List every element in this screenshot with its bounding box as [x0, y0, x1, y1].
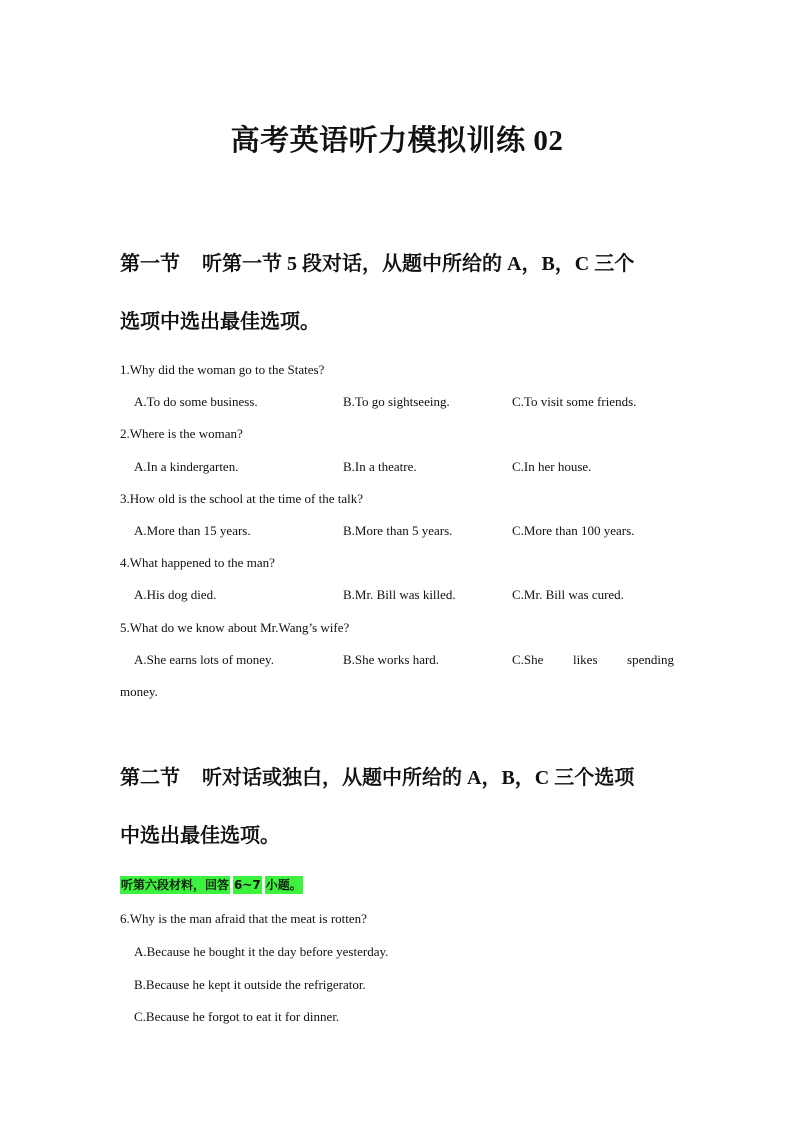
highlight-part-3: 小题。 — [265, 878, 302, 892]
section-2-label: 第二节 — [120, 767, 180, 789]
question-5-stem: 5.What do we know about Mr.Wang’s wife? — [120, 620, 350, 635]
question-1-option-a: A.To do some business. — [134, 394, 258, 409]
question-5-option-c-continued: money. — [120, 684, 158, 699]
question-5-option-b: B.She works hard. — [343, 652, 440, 667]
section-1-heading — [120, 235, 676, 351]
section-2-instruction: 听对话或独白，从题中所给的 A，B，C 三个选项 — [202, 767, 635, 789]
question-3-option-c: C.More than 100 years. — [512, 523, 635, 538]
question-3-stem: 3.How old is the school at the time of the talk? — [120, 491, 363, 506]
section-1-instruction: 听第一节 5 段对话，从题中所给的 A，B，C 三个 — [202, 253, 635, 275]
question-5-option-c-word: spending — [627, 652, 674, 667]
question-5-option-a: A.She earns lots of money. — [134, 652, 274, 667]
question-4-option-c: C.Mr. Bill was cured. — [512, 587, 624, 602]
question-1-option-b: B.To go sightseeing. — [343, 394, 450, 409]
question-1-option-c: C.To visit some friends. — [512, 394, 637, 409]
highlight-part-2: 6~7 — [234, 878, 261, 892]
highlight-part-1: 听第六段材料，回答 — [121, 878, 230, 892]
question-5-option-c-word: likes — [572, 652, 598, 667]
section-1-label: 第一节 — [120, 253, 180, 275]
question-5-option-c-word: C.She — [512, 652, 544, 667]
question-3-option-b: B.More than 5 years. — [343, 523, 453, 538]
section-1-line-1 — [120, 235, 676, 293]
question-3-option-a: A.More than 15 years. — [134, 523, 251, 538]
highlighted-instruction — [120, 876, 303, 893]
question-6-option-a: A.Because he bought it the day before yesterday. — [134, 944, 389, 959]
question-2-option-b: B.In a theatre. — [343, 459, 417, 474]
question-4-option-a: A.His dog died. — [134, 587, 217, 602]
question-6-stem: 6.Why is the man afraid that the meat is rotten? — [120, 911, 367, 926]
page-title: 高考英语听力模拟训练 02 — [230, 125, 564, 157]
question-2-stem: 2.Where is the woman? — [120, 426, 243, 441]
section-1-line-2: 选项中选出最佳选项。 — [120, 311, 320, 333]
question-6-option-c: C.Because he forgot to eat it for dinner. — [134, 1009, 340, 1024]
question-4-stem: 4.What happened to the man? — [120, 555, 275, 570]
question-2-option-a: A.In a kindergarten. — [134, 459, 239, 474]
question-2-option-c: C.In her house. — [512, 459, 592, 474]
question-4-option-b: B.Mr. Bill was killed. — [343, 587, 456, 602]
section-2-line-1 — [120, 749, 676, 807]
question-6-option-b: B.Because he kept it outside the refrigerator. — [134, 977, 366, 992]
section-2-heading — [120, 749, 676, 865]
question-1-stem: 1.Why did the woman go to the States? — [120, 362, 325, 377]
section-2-line-2: 中选出最佳选项。 — [120, 825, 280, 847]
question-5-option-c — [512, 652, 674, 668]
